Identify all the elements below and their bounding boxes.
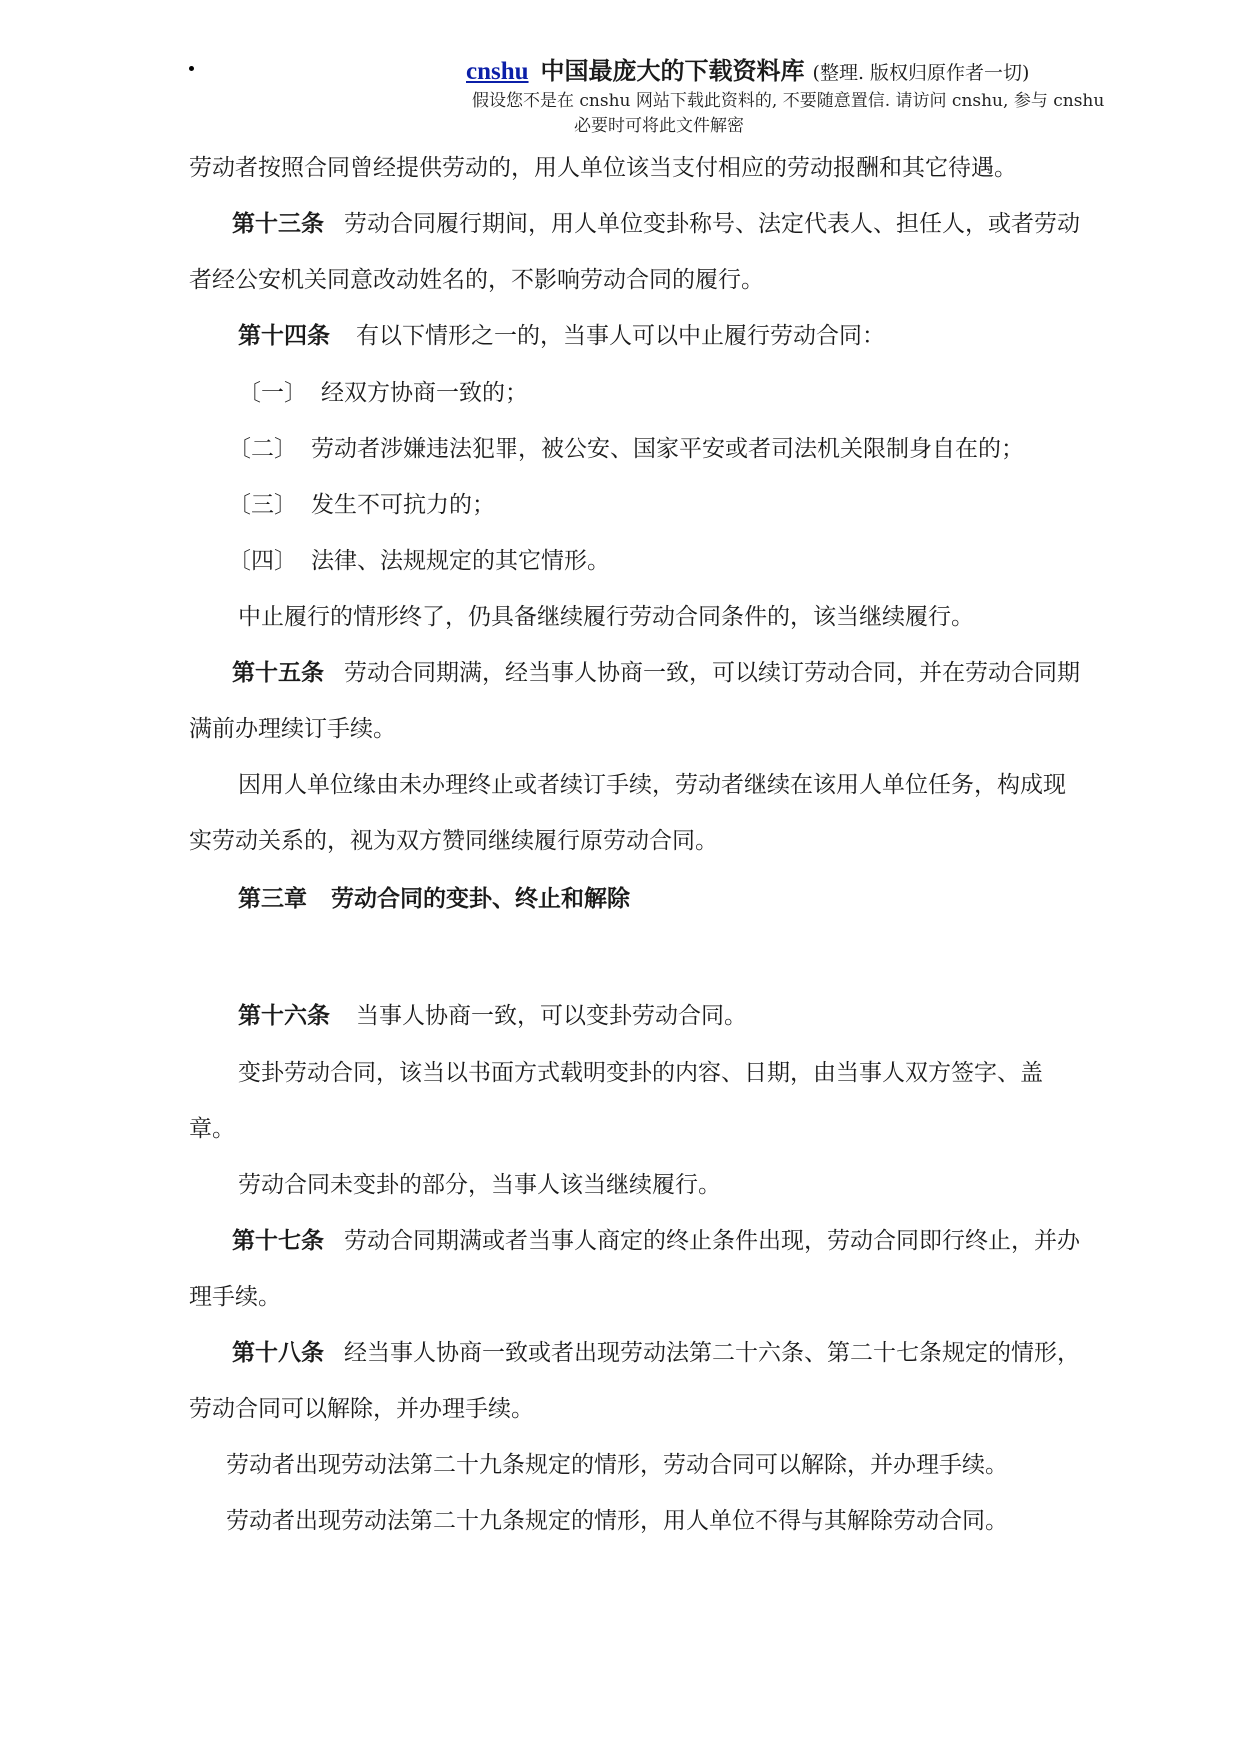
article-16-label: 第十六条 xyxy=(238,1002,330,1029)
site-link[interactable]: cnshu xyxy=(466,58,529,85)
list-item-4-number: 〔四〕 xyxy=(228,548,297,574)
list-item-1-number: 〔一〕 xyxy=(238,380,307,406)
article-16-text: 当事人协商一致，可以变卦劳动合同。 xyxy=(356,1003,747,1029)
article-15-line2: 满前办理续订手续。 xyxy=(189,716,396,742)
list-item-2 xyxy=(228,433,1024,465)
article-14-label: 第十四条 xyxy=(238,322,330,349)
list-item-3 xyxy=(228,489,495,521)
site-note: (整理. 版权归原作者一切) xyxy=(812,62,1030,84)
list-item-1-text: 经双方协商一致的； xyxy=(321,380,528,406)
chapter-heading xyxy=(238,883,630,915)
article-18-line1 xyxy=(232,1337,1080,1369)
article-17-line2: 理手续。 xyxy=(189,1284,281,1310)
bullet-dot xyxy=(189,66,194,71)
article-15-label: 第十五条 xyxy=(232,659,324,686)
article-13-line2: 者经公安机关同意改动姓名的，不影响劳动合同的履行。 xyxy=(189,267,764,293)
header-notice-line1: 假设您不是在 cnshu 网站下载此资料的, 不要随意置信. 请访问 cnshu, 参与 cnshu xyxy=(472,91,1105,111)
article-14-text: 有以下情形之一的，当事人可以中止履行劳动合同： xyxy=(356,323,885,349)
chapter-title: 劳动合同的变卦、终止和解除 xyxy=(331,885,630,912)
article-13-text: 劳动合同履行期间，用人单位变卦称号、法定代表人、担任人，或者劳动 xyxy=(344,211,1080,237)
article-13-line1 xyxy=(232,208,1080,240)
list-item-3-text: 发生不可抗力的； xyxy=(311,492,495,518)
article-18-line2: 劳动合同可以解除，并办理手续。 xyxy=(189,1396,534,1422)
article-18-text: 经当事人协商一致或者出现劳动法第二十六条、第二十七条规定的情形， xyxy=(344,1340,1080,1366)
list-item-3-number: 〔三〕 xyxy=(228,492,297,518)
article-17-line1 xyxy=(232,1225,1080,1257)
chapter-label: 第三章 xyxy=(238,885,307,912)
article-14-line xyxy=(238,320,885,352)
article-15-line1 xyxy=(232,657,1080,689)
paragraph-last-2: 劳动者出现劳动法第二十九条规定的情形，用人单位不得与其解除劳动合同。 xyxy=(226,1508,1008,1534)
paragraph-p1: 劳动者按照合同曾经提供劳动的，用人单位该当支付相应的劳动报酬和其它待遇。 xyxy=(189,155,1017,181)
article-18-label: 第十八条 xyxy=(232,1339,324,1366)
list-item-4 xyxy=(228,545,610,577)
article-17-label: 第十七条 xyxy=(232,1227,324,1254)
header-notice-line2: 必要时可将此文件解密 xyxy=(574,116,744,136)
paragraph-cause-line1: 因用人单位缘由未办理终止或者续订手续，劳动者继续在该用人单位任务，构成现 xyxy=(238,772,1066,798)
article-15-text: 劳动合同期满，经当事人协商一致，可以续订劳动合同，并在劳动合同期 xyxy=(344,660,1080,686)
paragraph-change-line2: 章。 xyxy=(189,1116,235,1142)
list-item-4-text: 法律、法规规定的其它情形。 xyxy=(311,548,610,574)
list-item-1 xyxy=(238,377,528,409)
article-16-line xyxy=(238,1000,747,1032)
article-17-text: 劳动合同期满或者当事人商定的终止条件出现，劳动合同即行终止，并办 xyxy=(344,1228,1080,1254)
site-title: 中国最庞大的下载资料库 xyxy=(540,56,805,85)
paragraph-unchanged: 劳动合同未变卦的部分，当事人该当继续履行。 xyxy=(238,1172,721,1198)
paragraph-cause-line2: 实劳动关系的，视为双方赞同继续履行原劳动合同。 xyxy=(189,828,718,854)
paragraph-last-1: 劳动者出现劳动法第二十九条规定的情形，劳动合同可以解除，并办理手续。 xyxy=(226,1452,1008,1478)
list-item-2-text: 劳动者涉嫌违法犯罪，被公安、国家平安或者司法机关限制身自在的； xyxy=(311,436,1024,462)
paragraph-suspend: 中止履行的情形终了，仍具备继续履行劳动合同条件的，该当继续履行。 xyxy=(238,604,974,630)
page-header xyxy=(466,56,1029,88)
paragraph-change-line1: 变卦劳动合同，该当以书面方式载明变卦的内容、日期，由当事人双方签字、盖 xyxy=(238,1060,1043,1086)
list-item-2-number: 〔二〕 xyxy=(228,436,297,462)
article-13-label: 第十三条 xyxy=(232,210,324,237)
